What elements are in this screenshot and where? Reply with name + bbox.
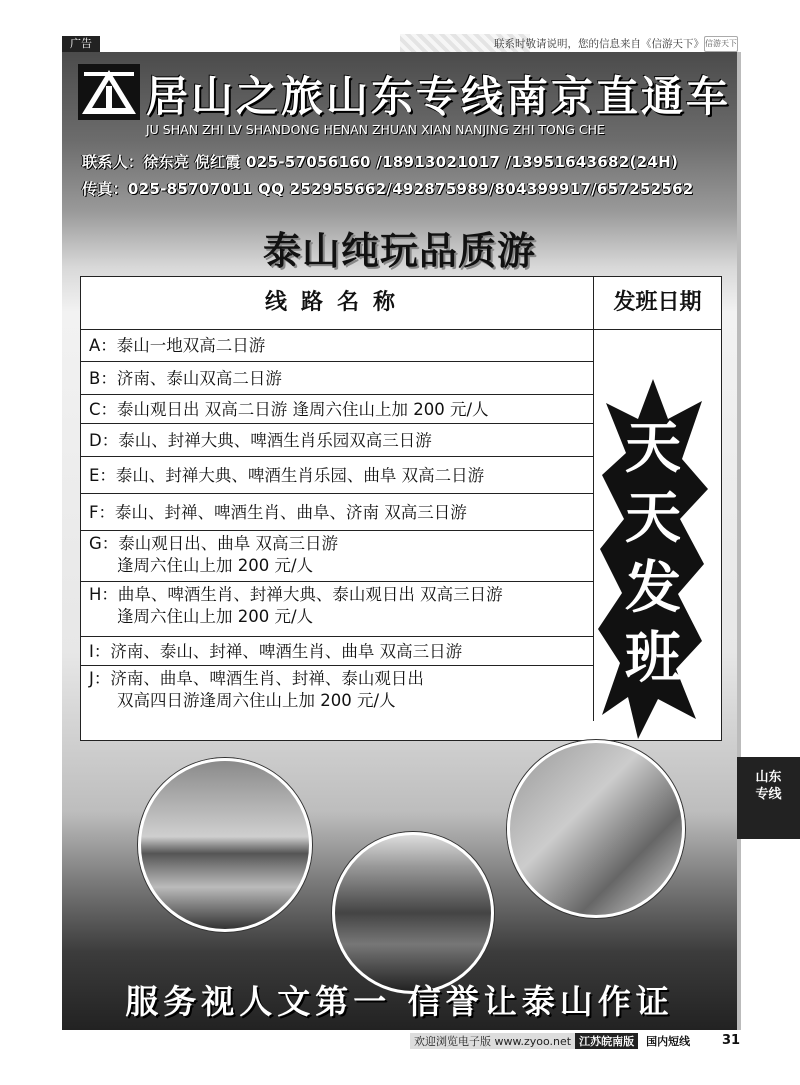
contact-line: 联系人：徐东亮 倪红霞 025-57056160 /18913021017 /13951643682(24H): [82, 153, 679, 171]
section-tab: [737, 757, 800, 839]
route-rows: [81, 330, 594, 721]
poster-slogan: 服务视人文第一 信誉让泰山作证: [125, 982, 674, 1021]
page-number: 31: [722, 1033, 741, 1048]
route-note: 逢周六住山上加 200 元/人: [117, 607, 314, 626]
route-text: G：泰山观日出、曲阜 双高三日游: [89, 534, 339, 553]
footer: [410, 1033, 698, 1049]
departure-char-3: 发: [625, 556, 681, 621]
route-header: 线路名称: [81, 277, 594, 330]
poster-subtitle: 泰山纯玩品质游: [262, 229, 536, 273]
route-text: A：泰山一地双高二日游: [89, 336, 266, 355]
poster-title: 居山之旅山东专线南京直通车: [146, 72, 732, 121]
mountain-logo-icon: [78, 64, 140, 120]
starburst-icon: [598, 379, 708, 739]
departure-char-4: 班: [625, 626, 681, 691]
route-text: J：济南、曲阜、啤酒生肖、封禅、泰山观日出: [89, 669, 424, 688]
route-row: [81, 582, 593, 637]
pavilion-photo: [138, 758, 312, 932]
departure-char-2: 天: [625, 486, 681, 551]
inscribed-rock-photo: [507, 740, 685, 918]
poster-pinyin: JU SHAN ZHI LV SHANDONG HENAN ZHUAN XIAN NANJING ZHI TONG CHE: [146, 122, 605, 137]
route-text: C：泰山观日出 双高二日游 逢周六住山上加 200 元/人: [89, 400, 489, 419]
route-text: F：泰山、封禅、啤酒生肖、曲阜、济南 双高三日游: [89, 503, 467, 522]
route-row: [81, 424, 593, 457]
publisher-logo: 信游天下: [704, 36, 738, 52]
route-row: [81, 457, 593, 494]
fax-qq-line: 传真：025-85707011 QQ 252955662/492875989/804399917/657252562: [82, 180, 694, 198]
section-tab-label: 山东 专线: [755, 770, 782, 802]
route-row: [81, 494, 593, 531]
temple-photo: [332, 832, 494, 994]
route-row: [81, 637, 593, 666]
departure-char-1: 天: [625, 416, 681, 481]
route-note: 逢周六住山上加 200 元/人: [117, 556, 314, 575]
footer-section: 国内短线: [646, 1035, 691, 1048]
route-text: B：济南、泰山双高二日游: [89, 369, 282, 388]
footer-website: 欢迎浏览电子版 www.zyoo.net: [410, 1033, 575, 1049]
date-header: 发班日期: [594, 277, 721, 330]
edition-badge: 江苏皖南版: [575, 1033, 638, 1049]
ad-tag: 广告: [62, 36, 100, 52]
route-row: [81, 362, 593, 395]
route-row: [81, 330, 593, 362]
route-text: D：泰山、封禅大典、啤酒生肖乐园双高三日游: [89, 431, 432, 450]
route-text: E：泰山、封禅大典、啤酒生肖乐园、曲阜 双高二日游: [89, 466, 485, 485]
divider: [737, 52, 741, 1030]
advertisement-poster: [62, 52, 737, 1030]
top-bar: [0, 0, 800, 52]
route-row: [81, 666, 593, 721]
route-row: [81, 395, 593, 424]
source-note: 联系时敬请说明，您的信息来自《信游天下》: [494, 38, 704, 50]
route-row: [81, 531, 593, 582]
route-note: 双高四日游逢周六住山上加 200 元/人: [117, 691, 396, 710]
route-text: H：曲阜、啤酒生肖、封禅大典、泰山观日出 双高三日游: [89, 585, 503, 604]
route-text: I：济南、泰山、封禅、啤酒生肖、曲阜 双高三日游: [89, 642, 463, 661]
